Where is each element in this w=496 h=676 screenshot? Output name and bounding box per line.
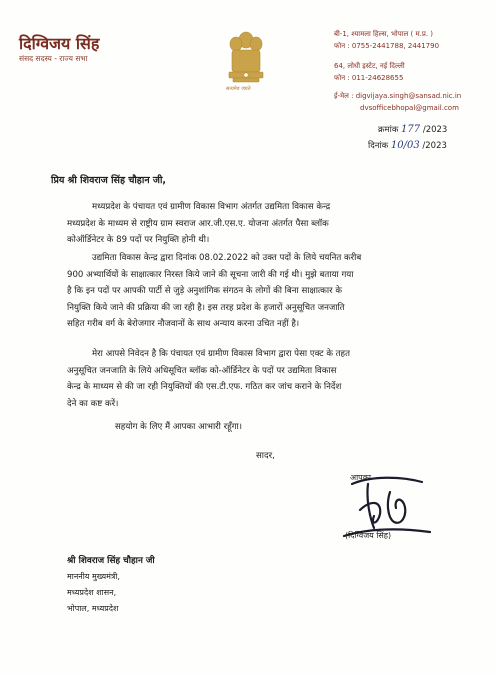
date-year: /2023 [422,141,447,151]
address-line: 64, लोधी इस्टेट, नई दिल्ली [334,62,405,70]
paragraph-line: मेरा आपसे निवेदन है कि पंचायत एवं ग्रामीण विकास विभाग द्वारा पेसा एक्ट के तहत [92,349,351,359]
body-paragraph [67,346,474,412]
letter-date [368,140,447,151]
paragraph-line: अनुसूचित जनजाति के लिये अधिसूचित ब्लॉक को-ऑर्डिनेटर के पदों पर उद्यमिता विकास [67,365,337,376]
email-line: dvsofficebhopal@gmail.com [360,104,459,112]
reference-value: 177 [401,124,421,135]
paragraph-line: देने का कष्ट करें। [67,398,119,409]
reference-label: क्रमांक [378,125,399,135]
emblem-motto: सत्यमेव जयते [226,86,251,92]
paragraph-line: मध्यप्रदेश के माध्यम से राष्ट्रीय ग्राम स्वराज आर.जी.एस.ए. योजना अंतर्गत पैसा ब्लॉक [67,218,329,229]
signatory-name: (दिग्विजय सिंह) [345,531,392,540]
reference-number [378,124,447,135]
closing-line: सहयोग के लिए मैं आपका आभारी रहूँगा। [115,422,243,432]
body-paragraph [67,199,474,249]
email-line: ई-मेल : digvijaya.singh@sansad.nic.in [334,92,462,100]
address-line: बी-1, श्यामला हिल्स, भोपाल ( म.प्र. ) [334,30,434,38]
sender-designation: संसद सदस्य - राज्य सभा [19,54,88,63]
recipient-line: भोपाल, मध्यप्रदेश [67,604,119,613]
recipient-name: श्री शिवराज सिंह चौहान जी [67,556,155,566]
paragraph-line: कोऑर्डिनेटर के 89 पदों पर नियुक्ति होनी थी। [67,235,210,245]
sender-name: दिग्विजय सिंह [19,34,100,53]
body-paragraph [67,250,474,333]
paragraph-line: सहित गरीब वर्ग के बेरोजगार नौजवानों के साथ अन्याय करना उचित नहीं है। [67,319,300,329]
signature-yours: आपका [350,473,371,482]
reference-year: /2023 [422,125,448,135]
paragraph-line: 900 अभ्यार्थियों के साक्षात्कार निरस्त किये जाने की सूचना जारी की गई थी। मुझे बताया गया [67,269,354,280]
paragraph-line: केन्द्र के माध्यम से की जा रही नियुक्तियों की एस.टी.एफ. गठित कर जांच कराने के निर्देश [67,382,342,392]
date-label: दिनांक [368,141,389,151]
sign-off: सादर, [256,451,275,461]
paragraph-line: उद्यमिता विकास केन्द्र द्वारा दिनांक 08.02.2022 को उक्त पदों के लिये चयनित करीब [92,253,362,263]
recipient-line: माननीय मुख्यमंत्री, [67,572,120,581]
address-line: फोन : 011-24628655 [334,74,404,82]
recipient-line: मध्यप्रदेश शासन, [67,588,117,597]
address-line: फोन : 0755-2441788, 2441790 [334,42,440,50]
paragraph-line: है कि इन पदों पर आपकी पार्टी से जुड़े अनुशांगिक संगठन के लोगों की बिना साक्षात्कार के [67,286,342,296]
paragraph-line: मध्यप्रदेश के पंचायत एवं ग्रामीण विकास विभाग अंतर्गत उद्यमिता विकास केन्द्र [92,202,331,212]
salutation: प्रिय श्री शिवराज सिंह चौहान जी, [51,175,167,186]
paragraph-line: नियुक्ति किये जाने की प्रक्रिया की जा रही है। इस तरह प्रदेश के हजारों अनुसूचित जनजाति [67,302,345,313]
date-value: 10/03 [390,140,420,151]
